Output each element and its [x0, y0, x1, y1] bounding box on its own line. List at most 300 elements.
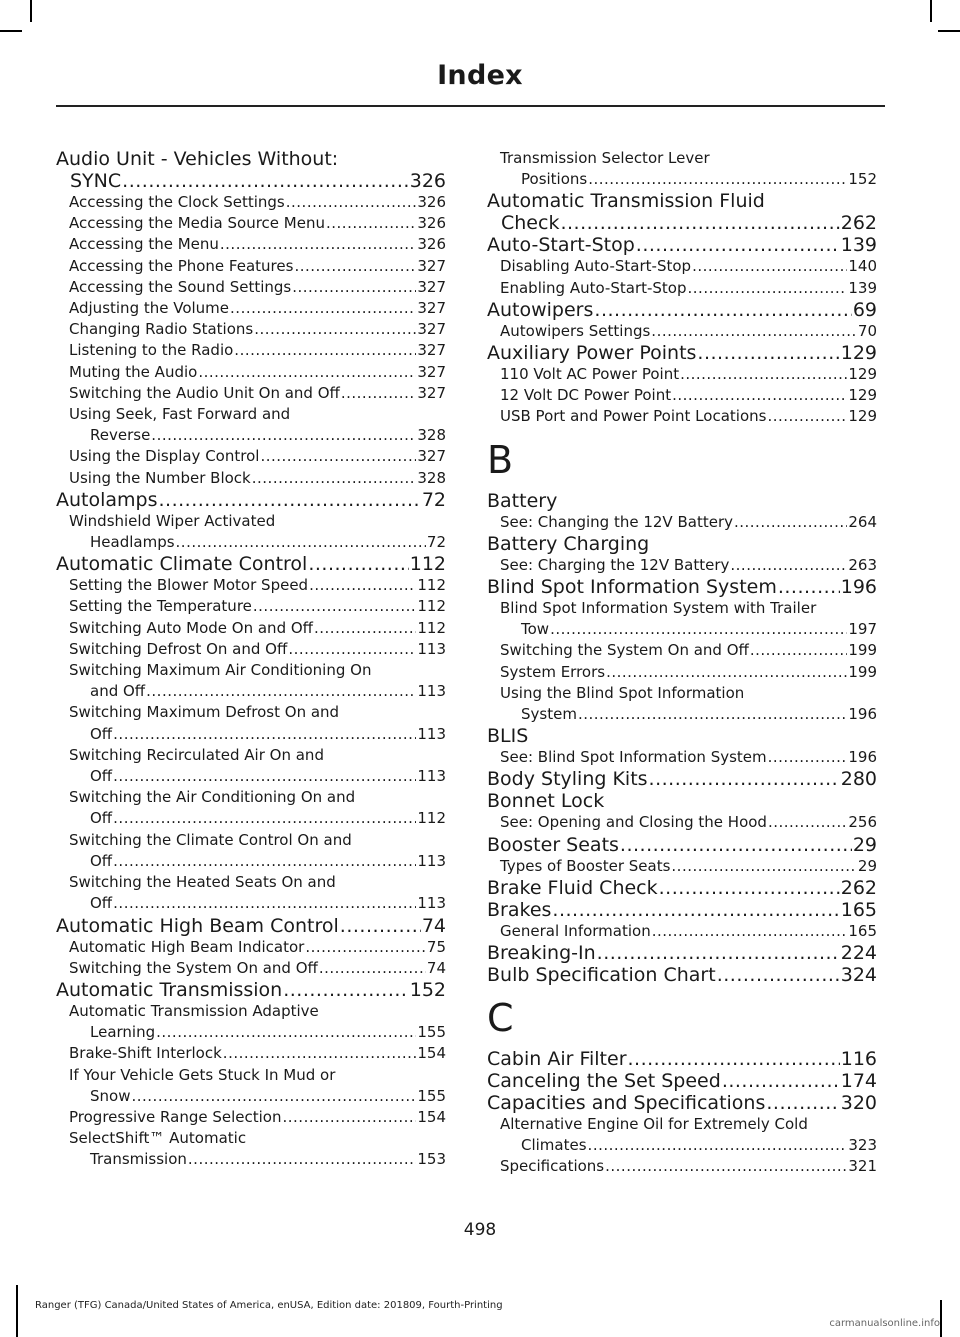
dot-leader [308, 553, 408, 575]
index-subentry[interactable] [56, 446, 446, 467]
dot-leader [659, 877, 840, 899]
page-reference[interactable]: 113 [417, 639, 446, 658]
entry-text: 12 Volt DC Power Point [500, 386, 672, 405]
page-reference[interactable]: 152 [848, 170, 877, 189]
page-reference[interactable]: 155 [417, 1023, 446, 1042]
dot-leader [628, 1048, 840, 1070]
crop-mark [30, 0, 32, 22]
dot-leader [122, 170, 409, 192]
page-reference[interactable]: 29 [852, 833, 877, 856]
page-reference[interactable]: 327 [417, 256, 446, 275]
entry-text: Brakes [487, 898, 552, 921]
page-reference[interactable]: 327 [417, 299, 446, 318]
page-reference[interactable]: 129 [848, 386, 877, 405]
entry-text: Accessing the Clock Settings [69, 193, 285, 211]
page-reference[interactable]: 256 [848, 813, 877, 832]
index-subentry[interactable] [56, 958, 446, 979]
dot-leader [253, 596, 416, 617]
page-reference[interactable]: 29 [857, 856, 877, 875]
page-reference[interactable]: 153 [417, 1150, 446, 1169]
entry-text: Switching the Audio Unit On and Off [69, 383, 340, 402]
entry-text: Headlamps [90, 533, 175, 552]
page-reference[interactable]: 326 [409, 170, 446, 192]
dot-leader [578, 704, 847, 725]
page-reference[interactable]: 75 [426, 937, 446, 956]
index-subentry[interactable] [56, 468, 446, 489]
dot-leader [319, 958, 426, 979]
dot-leader [766, 1092, 839, 1114]
entry-text: Transmission Selector Lever [500, 149, 710, 167]
dot-leader [146, 681, 416, 702]
entry-text: See: Charging the 12V Battery [500, 555, 730, 574]
entry-text: Accessing the Menu [69, 235, 219, 254]
header-rule [56, 105, 885, 107]
dot-leader [620, 834, 852, 856]
dot-leader [286, 192, 417, 213]
page-reference[interactable]: 321 [848, 1157, 877, 1176]
dot-leader [588, 169, 847, 190]
dot-leader [552, 899, 839, 921]
page-reference[interactable]: 174 [840, 1070, 877, 1093]
dot-leader [636, 234, 840, 256]
index-entry[interactable] [487, 790, 877, 812]
entry-text: See: Blind Spot Information System [500, 748, 767, 767]
entry-text: Listening to the Radio [69, 341, 234, 360]
index-entry[interactable] [487, 1092, 877, 1114]
index-subentry[interactable] [56, 596, 446, 617]
entry-text: Using Seek, Fast Forward and [69, 405, 291, 424]
index-subentry[interactable] [487, 278, 877, 299]
page-reference[interactable]: 74 [421, 914, 446, 937]
dot-leader [309, 575, 416, 596]
index-subentry[interactable] [487, 856, 877, 877]
entry-text: Off [90, 851, 113, 870]
entry-text: and Off [90, 682, 146, 701]
entry-text: Enabling Auto-Start-Stop [500, 278, 687, 297]
index-subentry[interactable] [56, 340, 446, 361]
page-reference[interactable]: 320 [840, 1092, 877, 1115]
entry-text: If Your Vehicle Gets Stuck In Mud or [69, 1065, 336, 1084]
crop-mark [940, 1300, 942, 1337]
entry-text: Off [90, 724, 113, 743]
index-subentry[interactable] [487, 406, 877, 427]
index-subentry[interactable] [487, 1114, 877, 1156]
page-reference[interactable]: 116 [840, 1048, 877, 1071]
dot-leader [767, 406, 847, 427]
dot-leader [680, 364, 847, 385]
index-subentry[interactable] [56, 1001, 446, 1043]
index-subentry[interactable] [487, 1156, 877, 1177]
index-subentry[interactable] [487, 148, 877, 190]
dot-leader [159, 489, 421, 511]
index-subentry[interactable] [487, 598, 877, 640]
entry-text: Capacities and Specifications [487, 1092, 766, 1115]
index-entry[interactable] [487, 1048, 877, 1070]
page-reference[interactable]: 327 [417, 447, 446, 466]
entry-text: Disabling Auto-Start-Stop [500, 257, 692, 276]
page-reference[interactable]: 263 [848, 555, 877, 574]
page-reference[interactable]: 327 [417, 362, 446, 381]
footer-text: Ranger (TFG) Canada/United States of America, enUSA, Edition date: 201809, Fourth-Printing [35, 1300, 503, 1311]
index-subentry[interactable] [487, 321, 877, 342]
page-reference[interactable]: 199 [848, 641, 877, 660]
index-section-letter: B [487, 437, 514, 482]
crop-mark [938, 30, 960, 32]
entry-text: Autowipers Settings [500, 321, 651, 340]
page-reference[interactable]: 112 [417, 597, 446, 616]
entry-text: BLIS [487, 725, 529, 748]
index-subentry[interactable] [56, 639, 446, 660]
page-reference[interactable]: 112 [409, 553, 446, 576]
dot-leader [113, 724, 416, 745]
entry-text: Off [90, 767, 113, 786]
dot-leader [651, 321, 857, 342]
dot-leader [260, 446, 416, 467]
entry-text: Switching the Heated Seats On and [69, 873, 336, 892]
index-entry[interactable] [487, 1070, 877, 1092]
entry-text: See: Opening and Closing the Hood [500, 813, 767, 832]
entry-text: Snow [90, 1086, 131, 1105]
index-subentry[interactable] [56, 830, 446, 872]
entry-text: Battery Charging [487, 532, 650, 555]
page-reference[interactable]: 129 [848, 407, 877, 426]
page-reference[interactable]: 112 [417, 618, 446, 637]
dot-leader [722, 1070, 840, 1092]
index-subentry[interactable] [56, 872, 446, 914]
page-reference[interactable]: 74 [426, 958, 446, 977]
page-reference[interactable]: 196 [840, 576, 877, 599]
entry-text: See: Changing the 12V Battery [500, 512, 733, 531]
index-subentry[interactable] [56, 1107, 446, 1128]
dot-leader [230, 298, 416, 319]
dot-leader [649, 768, 840, 790]
dot-leader [305, 937, 426, 958]
entry-text: Reverse [90, 426, 151, 445]
page-reference[interactable]: 112 [417, 576, 446, 595]
dot-leader [314, 618, 416, 639]
page-reference[interactable]: 165 [840, 898, 877, 921]
entry-text: Booster Seats [487, 833, 619, 856]
page-reference[interactable]: 196 [848, 748, 877, 767]
index-subentry[interactable] [56, 618, 446, 639]
index-subentry[interactable] [56, 192, 446, 213]
page-reference[interactable]: 70 [857, 321, 877, 340]
dot-leader [220, 234, 416, 255]
entry-text: Breaking-In [487, 942, 596, 965]
page-title: Index [437, 60, 523, 91]
page-reference[interactable]: 165 [848, 921, 877, 940]
page-reference[interactable]: 69 [852, 298, 877, 321]
page-reference[interactable]: 72 [421, 488, 446, 511]
entry-text: Accessing the Phone Features [69, 256, 294, 275]
index-subentry[interactable] [56, 702, 446, 744]
page-reference[interactable]: 152 [409, 978, 446, 1001]
entry-text: Switching the Air Conditioning On and [69, 788, 356, 807]
index-subentry[interactable] [56, 575, 446, 596]
page-reference[interactable]: 327 [417, 383, 446, 402]
index-column-right [487, 148, 877, 1178]
index-section-letter: C [487, 996, 514, 1041]
entry-text: Automatic Transmission Adaptive [69, 1001, 319, 1020]
entry-text: Canceling the Set Speed [487, 1070, 721, 1093]
index-subentry[interactable] [56, 787, 446, 829]
index-subentry[interactable] [487, 683, 877, 725]
page-reference[interactable]: 140 [848, 257, 877, 276]
dot-leader [588, 1135, 848, 1156]
index-entry[interactable] [487, 299, 877, 321]
entry-text: Types of Booster Seats [500, 856, 671, 875]
index-subentry[interactable] [487, 385, 877, 406]
entry-text: Switching the Climate Control On and [69, 830, 352, 849]
page-reference[interactable]: 197 [848, 620, 877, 639]
entry-text: Automatic Transmission Fluid [487, 190, 765, 213]
index-entry[interactable] [56, 148, 446, 192]
entry-text: Bulb Specification Chart [487, 964, 716, 987]
dot-leader [288, 639, 416, 660]
entry-text: Autowipers [487, 298, 594, 321]
index-subentry[interactable] [487, 555, 877, 576]
index-entry[interactable] [487, 768, 877, 790]
dot-leader [652, 921, 848, 942]
index-entry[interactable] [487, 342, 877, 364]
index-entry[interactable] [487, 725, 877, 747]
entry-text: Changing Radio Stations [69, 320, 254, 339]
index-subentry[interactable] [56, 362, 446, 383]
page-reference[interactable]: 139 [840, 234, 877, 257]
index-entry[interactable] [487, 877, 877, 899]
page-reference[interactable]: 155 [417, 1086, 446, 1105]
entry-text: Setting the Blower Motor Speed [69, 576, 309, 595]
entry-text: Off [90, 894, 113, 913]
entry-text: USB Port and Power Point Locations [500, 407, 767, 426]
dot-leader [283, 1107, 417, 1128]
dot-leader [340, 915, 421, 937]
dot-leader [198, 362, 416, 383]
page-reference[interactable]: 328 [417, 468, 446, 487]
entry-text: Cabin Air Filter [487, 1048, 627, 1071]
entry-text: Automatic Climate Control [56, 553, 308, 576]
page-reference[interactable]: 327 [417, 277, 446, 296]
page-reference[interactable]: 113 [417, 851, 446, 870]
page-reference[interactable]: 262 [840, 876, 877, 899]
index-column-left [56, 148, 446, 1171]
entry-text: 110 Volt AC Power Point [500, 365, 680, 384]
entry-text: System [521, 705, 577, 724]
index-subentry[interactable] [56, 1128, 446, 1170]
entry-text: System Errors [500, 662, 606, 681]
index-entry[interactable] [487, 899, 877, 921]
index-subentry[interactable] [487, 747, 877, 768]
watermark: carmanualsonline.info [829, 1318, 940, 1329]
dot-leader [223, 1043, 417, 1064]
index-subentry[interactable] [56, 511, 446, 553]
page-reference[interactable]: 324 [840, 964, 877, 987]
entry-text: Windshield Wiper Activated [69, 511, 276, 530]
page-reference[interactable]: 113 [417, 894, 446, 913]
entry-text: Blind Spot Information System with Trailer [500, 599, 817, 618]
dot-leader [341, 383, 417, 404]
dot-leader [292, 277, 416, 298]
crop-mark [0, 30, 22, 32]
entry-text: Brake Fluid Check [487, 876, 658, 899]
entry-text: Switching the System On and Off [500, 641, 749, 660]
dot-leader [188, 1149, 416, 1170]
dot-leader [252, 468, 417, 489]
page-reference[interactable]: 326 [417, 214, 446, 233]
index-subentry[interactable] [56, 660, 446, 702]
entry-text: Transmission [90, 1150, 187, 1169]
entry-text: Auto-Start-Stop [487, 234, 635, 257]
index-subentry[interactable] [56, 256, 446, 277]
dot-leader [113, 766, 416, 787]
entry-text: Switching Maximum Defrost On and [69, 703, 340, 722]
entry-text: Blind Spot Information System [487, 576, 777, 599]
dot-leader [550, 619, 847, 640]
dot-leader [768, 747, 848, 768]
page-reference[interactable]: 72 [426, 533, 446, 552]
entry-text: Bonnet Lock [487, 790, 605, 813]
index-subentry[interactable] [56, 745, 446, 787]
page-reference[interactable]: 154 [417, 1044, 446, 1063]
page-reference[interactable]: 129 [848, 365, 877, 384]
dot-leader [234, 340, 416, 361]
dot-leader [692, 256, 847, 277]
dot-leader [560, 212, 839, 234]
page-number: 498 [463, 1220, 497, 1240]
index-entry[interactable] [56, 915, 446, 937]
index-subentry[interactable] [487, 512, 877, 533]
index-entry[interactable] [487, 964, 877, 986]
crop-mark [930, 0, 932, 22]
entry-text: Specifications [500, 1157, 605, 1176]
page-reference[interactable]: 129 [840, 342, 877, 365]
entry-text: Audio Unit - Vehicles Without: [56, 148, 339, 170]
dot-leader [283, 979, 409, 1001]
dot-leader [605, 1156, 847, 1177]
dot-leader [151, 425, 416, 446]
entry-text: Automatic High Beam Indicator [69, 937, 305, 956]
entry-text: Muting the Audio [69, 362, 198, 381]
entry-text: Alternative Engine Oil for Extremely Cold [500, 1115, 808, 1134]
page-reference[interactable]: 262 [840, 212, 877, 235]
page-reference[interactable]: 224 [840, 942, 877, 965]
page-reference[interactable]: 139 [848, 278, 877, 297]
entry-text: Autolamps [56, 488, 158, 511]
index-subentry[interactable] [56, 213, 446, 234]
index-subentry[interactable] [487, 812, 877, 833]
index-subentry[interactable] [487, 640, 877, 661]
entry-text: Switching Recirculated Air On and [69, 745, 324, 764]
index-entry[interactable] [487, 490, 877, 512]
index-subentry[interactable] [487, 256, 877, 277]
entry-text: SYNC [70, 170, 122, 192]
index-subentry[interactable] [56, 404, 446, 446]
entry-text: Using the Number Block [69, 468, 251, 487]
dot-leader [113, 808, 416, 829]
page-reference[interactable]: 323 [848, 1136, 877, 1155]
entry-text: General Information [500, 921, 651, 940]
page-reference[interactable]: 112 [417, 809, 446, 828]
index-subentry[interactable] [56, 383, 446, 404]
entry-text: Accessing the Sound Settings [69, 277, 292, 296]
entry-text: Switching Defrost On and Off [69, 639, 288, 658]
index-entry[interactable] [487, 942, 877, 964]
page-reference[interactable]: 113 [417, 682, 446, 701]
entry-text: Tow [521, 620, 550, 639]
index-subentry[interactable] [487, 921, 877, 942]
dot-leader [326, 213, 416, 234]
index-subentry[interactable] [56, 937, 446, 958]
entry-text: Automatic High Beam Control [56, 914, 339, 937]
dot-leader [606, 662, 847, 683]
dot-leader [672, 385, 847, 406]
dot-leader [113, 851, 416, 872]
page-reference[interactable]: 326 [417, 193, 446, 211]
index-subentry[interactable] [56, 1065, 446, 1107]
dot-leader [734, 512, 847, 533]
dot-leader [594, 299, 851, 321]
entry-text: Positions [521, 170, 588, 189]
page-reference[interactable]: 326 [417, 235, 446, 254]
index-entry[interactable] [487, 190, 877, 234]
dot-leader [697, 342, 839, 364]
index-entry[interactable] [56, 979, 446, 1001]
page-reference[interactable]: 327 [417, 320, 446, 339]
entry-text: Accessing the Media Source Menu [69, 214, 325, 233]
dot-leader [597, 942, 840, 964]
index-subentry[interactable] [56, 319, 446, 340]
entry-text: Setting the Temperature [69, 597, 252, 616]
dot-leader [717, 964, 840, 986]
dot-leader [131, 1086, 416, 1107]
index-entry[interactable] [487, 533, 877, 555]
index-entry[interactable] [56, 553, 446, 575]
entry-text: Using the Blind Spot Information [500, 683, 745, 702]
entry-text: Body Styling Kits [487, 768, 648, 791]
crop-mark [16, 1285, 18, 1337]
index-subentry[interactable] [56, 277, 446, 298]
index-subentry[interactable] [56, 298, 446, 319]
index-subentry[interactable] [56, 1043, 446, 1064]
entry-text: Automatic Transmission [56, 978, 283, 1001]
index-subentry[interactable] [487, 662, 877, 683]
index-subentry[interactable] [487, 364, 877, 385]
page-reference[interactable]: 113 [417, 767, 446, 786]
entry-text: Adjusting the Volume [69, 299, 230, 318]
page-reference[interactable]: 328 [417, 426, 446, 445]
index-subentry[interactable] [56, 234, 446, 255]
dot-leader [750, 640, 848, 661]
entry-text: Brake-Shift Interlock [69, 1044, 222, 1063]
page-reference[interactable]: 199 [848, 662, 877, 681]
entry-text: Switching Auto Mode On and Off [69, 618, 313, 637]
entry-text: Switching the System On and Off [69, 958, 318, 977]
index-entry[interactable] [487, 234, 877, 256]
entry-text: Check [501, 212, 560, 235]
index-entry[interactable] [487, 834, 877, 856]
entry-text: Auxiliary Power Points [487, 342, 697, 365]
entry-text: Progressive Range Selection [69, 1107, 282, 1126]
page-reference[interactable]: 264 [848, 512, 877, 531]
page-reference[interactable]: 113 [417, 724, 446, 743]
index-entry[interactable] [56, 489, 446, 511]
index-entry[interactable] [487, 576, 877, 598]
page-reference[interactable]: 196 [848, 705, 877, 724]
page-reference[interactable]: 280 [840, 768, 877, 791]
entry-text: Battery [487, 489, 558, 512]
page-reference[interactable]: 327 [417, 341, 446, 360]
page-reference[interactable]: 154 [417, 1107, 446, 1126]
